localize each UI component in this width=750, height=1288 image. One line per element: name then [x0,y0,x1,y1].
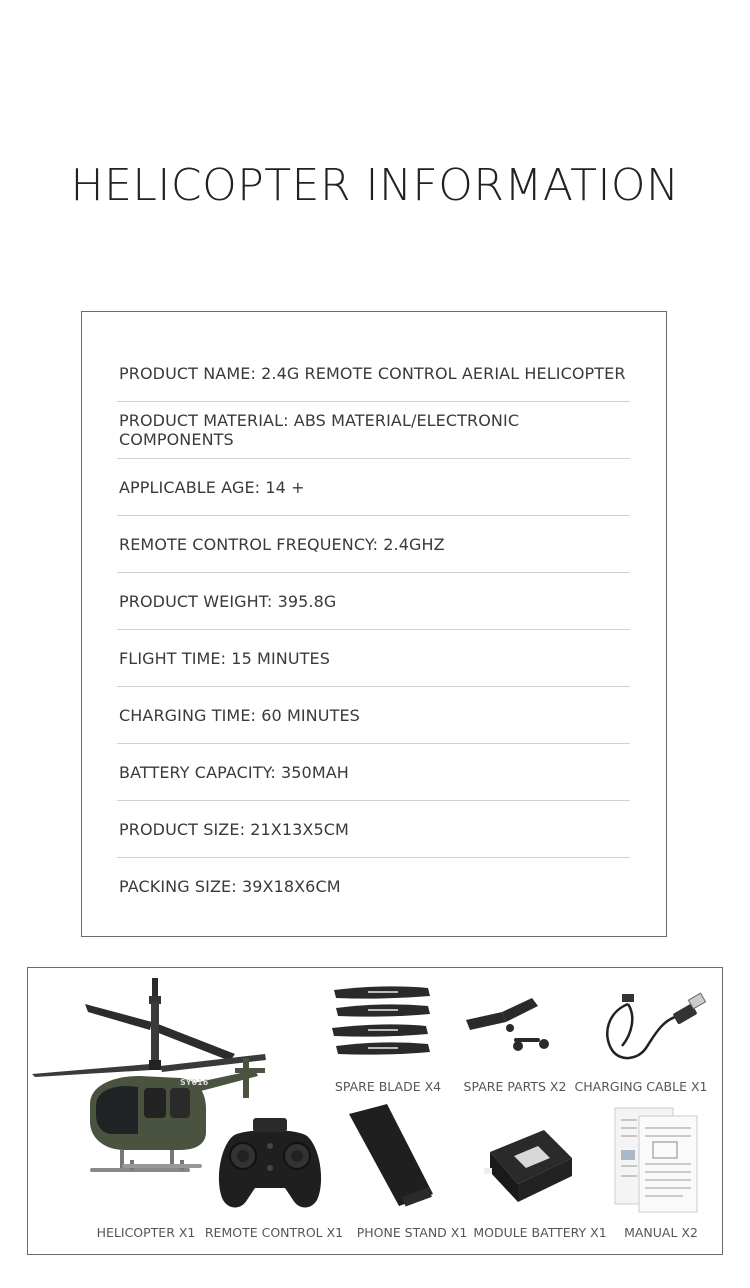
spec-table [81,311,667,937]
caption-charging-cable: CHARGING CABLE X1 [574,1079,708,1094]
spec-packing-size: PACKING SIZE: 39X18X6CM [119,877,341,896]
charging-cable-image [598,990,708,1066]
spec-product-name: PRODUCT NAME: 2.4G REMOTE CONTROL AERIAL HELICOPTER [117,345,630,402]
spec-charging-time: CHARGING TIME: 60 MINUTES [117,687,630,744]
module-battery-image [478,1128,576,1208]
page-title: HELICOPTER INFORMATION [70,160,680,211]
caption-manual: MANUAL X2 [624,1225,698,1240]
caption-module-battery: MODULE BATTERY X1 [473,1225,607,1240]
spec-applicable-age: APPLICABLE AGE: 14 + [117,459,630,516]
spec-product-weight: PRODUCT WEIGHT: 395.8G [117,573,630,630]
manual-image [613,1106,703,1216]
caption-spare-parts: SPARE PARTS X2 [463,1079,567,1094]
caption-helicopter: HELICOPTER X1 [96,1225,196,1240]
remote-control-image [213,1114,327,1212]
spare-blades-image [328,982,438,1070]
spec-product-size: PRODUCT SIZE: 21X13X5CM [117,801,630,858]
accessories-panel [27,967,723,1255]
spec-flight-time: FLIGHT TIME: 15 MINUTES [117,630,630,687]
spec-remote-frequency: REMOTE CONTROL FREQUENCY: 2.4GHZ [117,516,630,573]
helicopter-model-label: SY016 [180,1078,209,1087]
caption-spare-blade: SPARE BLADE X4 [334,1079,442,1094]
caption-remote-control: REMOTE CONTROL X1 [204,1225,344,1240]
spec-product-material: PRODUCT MATERIAL: ABS MATERIAL/ELECTRONIC COMPONENTS [117,402,630,459]
phone-stand-image [343,1102,443,1212]
spare-parts-image [462,990,556,1060]
spec-battery-capacity: BATTERY CAPACITY: 350MAH [117,744,630,801]
caption-phone-stand: PHONE STAND X1 [356,1225,468,1240]
